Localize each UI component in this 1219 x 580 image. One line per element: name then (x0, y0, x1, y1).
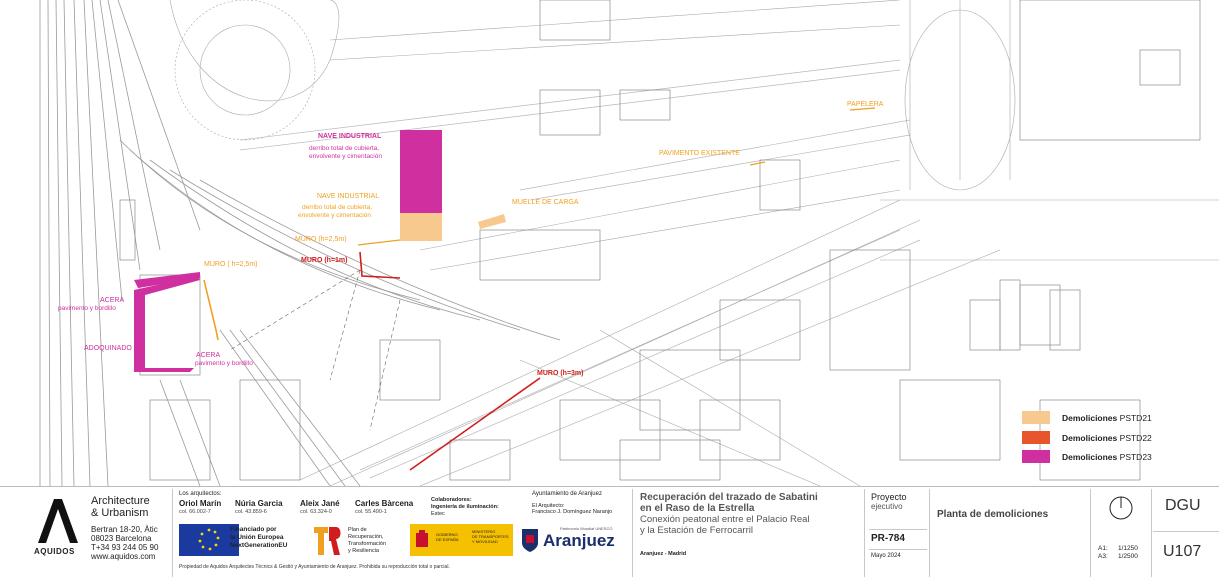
label-nave-industrial-2-desc-2: envolvente y cimentación (298, 212, 371, 219)
collab-heading: Colaboradores: (431, 497, 472, 503)
project-title-line2: en el Raso de la Estrella (640, 503, 755, 514)
sheet-title: Planta de demoliciones (937, 509, 1049, 520)
firm-website: www.aquidos.com (91, 552, 156, 561)
aranjuez-crest-icon (520, 527, 540, 553)
project-code: PR-784 (871, 533, 905, 544)
architects-heading: Los arquitectos: (179, 491, 222, 497)
scale-a3-label: A3: (1098, 553, 1108, 560)
eu-line2: la Unión Europea (230, 534, 284, 541)
plan-rec-3: Transformación (348, 541, 387, 547)
project-subtitle-line1: Conexión peatonal entre el Palacio Real (640, 514, 810, 525)
firm-name-line1: Architecture (91, 495, 150, 507)
label-muro-3: MURO (h=3m) (537, 370, 584, 377)
label-pavimento-existente: PAVIMENTO EXISTENTE (659, 150, 740, 157)
ministerio-line3: Y MOVILIDAD (472, 539, 498, 544)
plan-rec-2: Recuperación, (348, 534, 384, 540)
architect-col: col. 66.002-7 (179, 509, 211, 515)
legend-swatch (1022, 431, 1050, 444)
scale-a1-value: 1/1250 (1118, 545, 1138, 552)
sheet-number: U107 (1163, 543, 1202, 560)
label-adoquinado: ADOQUINADO (84, 345, 132, 352)
project-date: Mayo 2024 (871, 553, 901, 559)
ayto-arch-label: El Arquitecto: (532, 503, 565, 509)
label-nave-industrial-2-desc-1: derribo total de cubierta, (302, 204, 373, 211)
separator (1151, 489, 1152, 577)
separator (172, 489, 173, 577)
project-location: Aranjuez - Madrid (640, 551, 687, 557)
divider (1153, 531, 1219, 532)
demolition-nave-peach (400, 213, 442, 241)
firm-phone: T+34 93 244 05 90 (91, 543, 159, 552)
gobierno-line2: DE ESPAÑA (436, 537, 459, 542)
label-acera-2-desc: pavimento y bordillo (195, 360, 253, 367)
architect-col: col. 55.490-1 (355, 509, 387, 515)
firm-address-2: 08023 Barcelona (91, 534, 152, 543)
label-acera-1: ACERA (100, 297, 125, 304)
label-muro-1: MURO (h=1m) (301, 257, 348, 264)
eu-line1: Financiado por (230, 526, 277, 533)
legend-item-pstd23 (1022, 450, 1152, 463)
architect-col: col. 63.324-0 (300, 509, 332, 515)
firm-name-line2: & Urbanism (91, 507, 149, 519)
ayto-arch-name: Francisco J. Domínguez Naranjo (532, 509, 613, 515)
legend-swatch (1022, 450, 1050, 463)
separator (929, 489, 930, 577)
label-nave-industrial-1: NAVE INDUSTRIAL (318, 133, 382, 140)
project-subtitle-line2: y la Estación de Ferrocarril (640, 525, 753, 536)
legend-text: Demoliciones PSTD23 (1062, 451, 1152, 462)
discipline-code: DGU (1165, 497, 1201, 514)
architect-name: Carles Bàrcena (355, 499, 414, 508)
label-acera-2: ACERA (196, 352, 221, 359)
gobierno-line1: GOBIERNO (436, 532, 458, 537)
firm-address-1: Bertran 18-20, Àtic (91, 525, 158, 534)
legend-item-pstd22 (1022, 431, 1152, 444)
project-type-line1: Proyecto (871, 492, 907, 502)
aranjuez-logo-text: Aranjuez (543, 531, 615, 550)
copyright-text: Propiedad de Aquidos Arquitectes Tècnics & Gestió y Ayuntamiento de Aranjuez. Prohibida su reproducción total o parcial. (179, 564, 450, 570)
architect-name: Oriol Marín (179, 499, 222, 508)
architect-name: Núria Garcia (235, 499, 283, 508)
north-arrow-icon (1108, 495, 1134, 521)
gobierno-espana-badge (410, 524, 513, 556)
separator (1090, 489, 1091, 577)
ministerio-line2: DE TRANSPORTES (472, 534, 509, 539)
label-nave-industrial-2: NAVE INDUSTRIAL (317, 193, 380, 200)
architect-col: col. 43.859-6 (235, 509, 267, 515)
label-muelle-de-carga: MUELLE DE CARGA (512, 199, 579, 206)
divider (869, 529, 927, 530)
legend-text: Demoliciones PSTD22 (1062, 432, 1152, 443)
architect-name: Aleix Jané (300, 499, 340, 508)
ministerio-line1: MINISTERIO (472, 529, 496, 534)
label-nave-industrial-1-desc-1: derribo total de cubierta, (309, 145, 380, 152)
separator (632, 489, 633, 577)
project-title-line1: Recuperación del trazado de Sabatini (640, 492, 818, 503)
aquidos-logo-icon (34, 497, 82, 545)
label-muro-2-5-a: MURO (h=2,5m) (295, 236, 347, 243)
plan-rec-1: Plan de (348, 527, 367, 533)
label-nave-industrial-1-desc-2: envolvente y cimentación (309, 153, 382, 160)
label-papelera: PAPELERA (847, 101, 884, 108)
scale-a3-value: 1/2500 (1118, 553, 1138, 560)
legend-text: Demoliciones PSTD21 (1062, 412, 1152, 423)
divider (869, 549, 927, 550)
label-muro-2-5-b: MURO ( h=2,5m) (204, 261, 258, 268)
separator (864, 489, 865, 577)
title-block (0, 486, 1219, 580)
legend-item-pstd21 (1022, 411, 1152, 424)
legend-swatch (1022, 411, 1050, 424)
scale-a1-label: A1: (1098, 545, 1108, 552)
project-type-line2: ejecutivo (871, 502, 903, 511)
demolition-nave-magenta (400, 130, 442, 213)
collab-name: Estec (431, 511, 445, 517)
spain-crest-icon (415, 530, 429, 550)
plan-rec-4: y Resiliencia (348, 548, 379, 554)
label-acera-1-desc: pavimento y bordillo (58, 305, 116, 312)
eu-line3: NextGenerationEU (230, 542, 288, 549)
firm-logo-text: AQUIDOS (34, 547, 75, 556)
ayto-heading: Ayuntamiento de Aranjuez (532, 491, 602, 497)
aranjuez-tagline: Patrimonio Mundial UNESCO (560, 526, 613, 531)
collab-role: Ingeniería de iluminación: (431, 504, 499, 510)
plan-recuperacion-logo-icon (312, 525, 342, 557)
